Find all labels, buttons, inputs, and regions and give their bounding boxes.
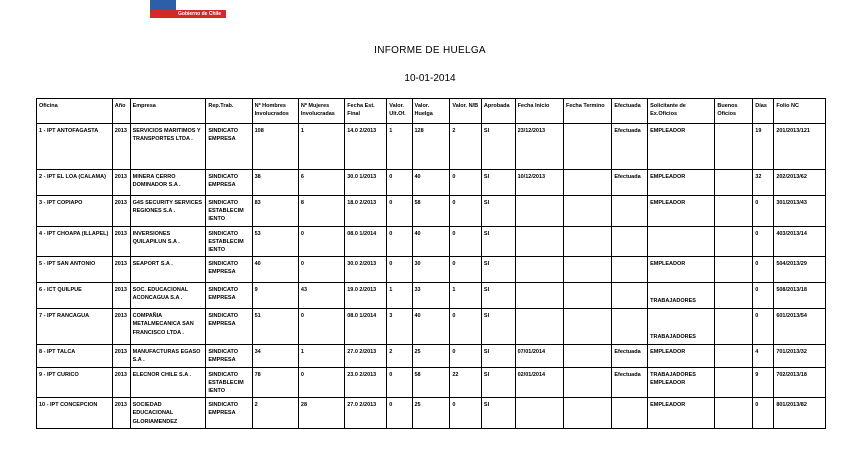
table-cell: 403/2013/14 — [774, 226, 826, 257]
column-header: Fecha Est. Final — [345, 99, 387, 124]
table-cell: 10 - IPT CONCEPCION — [37, 398, 113, 429]
table-cell: 2 - IPT EL LOA (CALAMA) — [37, 170, 113, 196]
table-cell: 0 — [450, 345, 482, 367]
table-cell: 25 — [412, 398, 450, 429]
column-header: Valor. N/B — [450, 99, 482, 124]
table-cell: 27.0 2/2013 — [345, 345, 387, 367]
table-cell: 14.0 2/2013 — [345, 124, 387, 170]
table-cell — [715, 226, 753, 257]
table-cell: SINDICATO EMPRESA — [206, 309, 252, 345]
table-cell: SINDICATO EMPRESA — [206, 170, 252, 196]
table-row — [37, 124, 826, 170]
table-row — [37, 196, 826, 227]
table-row — [37, 226, 826, 257]
table-cell: 8 — [298, 196, 344, 227]
table-row — [37, 257, 826, 283]
table-cell: 2013 — [112, 124, 130, 170]
table-cell: 78 — [252, 367, 298, 398]
table-cell: 0 — [387, 257, 412, 283]
table-cell: COMPAÑIA METALMECANICA SAN FRANCISCO LTDA . — [130, 309, 206, 345]
table-cell: 9 — [753, 367, 774, 398]
table-cell: 0 — [387, 398, 412, 429]
table-cell: SI — [481, 309, 515, 345]
table-cell: 25 — [412, 345, 450, 367]
table-cell — [715, 345, 753, 367]
table-cell: 2 — [252, 398, 298, 429]
table-cell: 2013 — [112, 398, 130, 429]
table-cell: 22 — [450, 367, 482, 398]
table-cell: 0 — [387, 226, 412, 257]
table-cell: 301/2013/43 — [774, 196, 826, 227]
column-header: Fecha Inicio — [515, 99, 563, 124]
table-cell: 6 — [298, 170, 344, 196]
table-cell: 02/01/2014 — [515, 367, 563, 398]
table-cell: SI — [481, 367, 515, 398]
table-cell: 6 - ICT QUILPUE — [37, 283, 113, 309]
table-cell: SOC. EDUCACIONAL ACONCAGUA S.A . — [130, 283, 206, 309]
table-cell — [715, 367, 753, 398]
table-cell: 0 — [753, 309, 774, 345]
table-cell: 2 — [387, 345, 412, 367]
table-cell — [612, 398, 648, 429]
table-cell — [563, 124, 611, 170]
table-cell — [715, 309, 753, 345]
table-cell: SINDICATO EMPRESA — [206, 283, 252, 309]
table-row — [37, 170, 826, 196]
column-header: Valor. Huelga — [412, 99, 450, 124]
report-date: 10-01-2014 — [404, 73, 456, 84]
table-cell: 27.0 2/2013 — [345, 398, 387, 429]
table-cell: 0 — [753, 196, 774, 227]
table-cell — [715, 283, 753, 309]
table-cell: 23.0 2/2013 — [345, 367, 387, 398]
table-cell: 8 - IPT TALCA — [37, 345, 113, 367]
table-cell: 18.0 2/2013 — [345, 196, 387, 227]
table-row — [37, 345, 826, 367]
table-row — [37, 398, 826, 429]
column-header: Valor. Ult.Of. — [387, 99, 412, 124]
table-cell: G4S SECURITY SERVICES REGIONES S.A . — [130, 196, 206, 227]
table-cell: TRABAJADORES — [648, 309, 715, 345]
table-cell: 202/2013/62 — [774, 170, 826, 196]
table-cell: 3 - IPT COPIAPO — [37, 196, 113, 227]
table-cell: 08.0 1/2014 — [345, 309, 387, 345]
table-cell: 0 — [753, 226, 774, 257]
table-cell: 32 — [753, 170, 774, 196]
table-cell: 0 — [450, 226, 482, 257]
column-header: Nº Hombres Involucrados — [252, 99, 298, 124]
table-cell: 1 — [298, 345, 344, 367]
table-cell: Efectuada — [612, 170, 648, 196]
table-cell: Efectuada — [612, 124, 648, 170]
column-header: Rep.Trab. — [206, 99, 252, 124]
table-cell: 10/12/2013 — [515, 170, 563, 196]
table-cell: 701/2013/32 — [774, 345, 826, 367]
table-cell: 702/2013/18 — [774, 367, 826, 398]
table-cell: ELECNOR CHILE S.A . — [130, 367, 206, 398]
table-cell — [648, 226, 715, 257]
table-cell — [612, 257, 648, 283]
table-cell: TRABAJADORES — [648, 283, 715, 309]
table-cell: 0 — [450, 196, 482, 227]
column-header: Aprobada — [481, 99, 515, 124]
column-header: Fecha Termino — [563, 99, 611, 124]
table-cell: TRABAJADORES EMPLEADOR — [648, 367, 715, 398]
table-cell: SINDICATO EMPRESA — [206, 124, 252, 170]
table-body — [37, 124, 826, 429]
table-cell — [715, 398, 753, 429]
table-cell: 2013 — [112, 257, 130, 283]
table-cell: SINDICATO EMPRESA — [206, 398, 252, 429]
column-header: Empresa — [130, 99, 206, 124]
table-cell: 4 — [753, 345, 774, 367]
table-cell: SOCIEDAD EDUCACIONAL GLORIAMENDEZ — [130, 398, 206, 429]
table-cell: EMPLEADOR — [648, 345, 715, 367]
table-cell: 1 — [387, 124, 412, 170]
table-cell: 9 — [252, 283, 298, 309]
table-cell: 2013 — [112, 283, 130, 309]
table-cell: 30.0 2/2013 — [345, 257, 387, 283]
table-cell: SINDICATO ESTABLECIM IENTO — [206, 196, 252, 227]
table-cell: 0 — [387, 367, 412, 398]
column-header: Año — [112, 99, 130, 124]
table-cell — [612, 226, 648, 257]
table-cell — [515, 257, 563, 283]
table-cell: 40 — [412, 309, 450, 345]
table-cell: SI — [481, 398, 515, 429]
table-cell: EMPLEADOR — [648, 257, 715, 283]
table-cell: 504/2013/29 — [774, 257, 826, 283]
table-cell: 601/2013/54 — [774, 309, 826, 345]
table-header-row — [37, 99, 826, 124]
table-cell: 1 - IPT ANTOFAGASTA — [37, 124, 113, 170]
table-cell: EMPLEADOR — [648, 170, 715, 196]
logo-caption: Gobierno de Chile — [178, 11, 222, 17]
table-cell: SI — [481, 283, 515, 309]
table-cell: 2013 — [112, 367, 130, 398]
table-cell: SINDICATO EMPRESA — [206, 345, 252, 367]
table-cell: 0 — [298, 309, 344, 345]
table-cell — [612, 283, 648, 309]
column-header: Días — [753, 99, 774, 124]
table-cell: 28 — [298, 398, 344, 429]
table-cell: 1 — [450, 283, 482, 309]
table-row — [37, 309, 826, 345]
table-cell: 3 — [387, 309, 412, 345]
table-cell — [715, 257, 753, 283]
logo-blue-block — [150, 0, 176, 10]
table-cell — [515, 226, 563, 257]
table-cell: 201/2013/121 — [774, 124, 826, 170]
table-cell: 1 — [387, 283, 412, 309]
table-cell: 2 — [450, 124, 482, 170]
table-cell: 0 — [450, 398, 482, 429]
table-cell: SEAPORT S.A . — [130, 257, 206, 283]
table-cell: 51 — [252, 309, 298, 345]
column-header: Efectuada — [612, 99, 648, 124]
table-cell: Efectuada — [612, 345, 648, 367]
table-cell: EMPLEADOR — [648, 196, 715, 227]
table-cell — [563, 283, 611, 309]
table-cell: MINERA CERRO DOMINADOR S.A . — [130, 170, 206, 196]
table-row — [37, 367, 826, 398]
table-cell — [715, 170, 753, 196]
table-cell: 0 — [387, 170, 412, 196]
table-cell: MANUFACTURAS EGASO S.A . — [130, 345, 206, 367]
column-header: Nº Mujeres Involucradas — [298, 99, 344, 124]
table-cell — [612, 196, 648, 227]
table-cell — [563, 367, 611, 398]
table-cell: 0 — [298, 257, 344, 283]
table-cell: 33 — [412, 283, 450, 309]
column-header: Folio NC — [774, 99, 826, 124]
table-row — [37, 283, 826, 309]
table-cell: Efectuada — [612, 367, 648, 398]
table-cell: 40 — [412, 170, 450, 196]
table-cell — [563, 226, 611, 257]
table-cell: 108 — [252, 124, 298, 170]
table-cell: 1 — [298, 124, 344, 170]
table-cell: 0 — [450, 170, 482, 196]
table-cell: SINDICATO EMPRESA — [206, 257, 252, 283]
table-cell: 19.0 2/2013 — [345, 283, 387, 309]
table-cell: 40 — [252, 257, 298, 283]
table-cell: SI — [481, 257, 515, 283]
column-header: Solicitante de Ex.Oficios — [648, 99, 715, 124]
report-title: INFORME DE HUELGA — [374, 45, 486, 56]
table-cell: 30.0 1/2013 — [345, 170, 387, 196]
government-logo — [150, 0, 226, 18]
table-cell: 0 — [753, 257, 774, 283]
table-cell: 19 — [753, 124, 774, 170]
table-cell: SI — [481, 170, 515, 196]
table-cell: 128 — [412, 124, 450, 170]
table-cell: 58 — [412, 196, 450, 227]
table-cell: SERVICIOS MARITIMOS Y TRANSPORTES LTDA . — [130, 124, 206, 170]
table-cell: INVERSIONES QUILAPILUN S.A . — [130, 226, 206, 257]
column-header: Buenos Oficios — [715, 99, 753, 124]
table-cell: 2013 — [112, 170, 130, 196]
table-cell — [715, 196, 753, 227]
table-cell: 508/2013/18 — [774, 283, 826, 309]
table-cell: 34 — [252, 345, 298, 367]
table-cell: 07/01/2014 — [515, 345, 563, 367]
table-cell: SI — [481, 124, 515, 170]
table-cell — [563, 345, 611, 367]
table-cell: 2013 — [112, 309, 130, 345]
table-cell: EMPLEADOR — [648, 124, 715, 170]
table-cell: 53 — [252, 226, 298, 257]
table-cell — [563, 309, 611, 345]
table-cell: 0 — [298, 226, 344, 257]
table-cell — [563, 398, 611, 429]
table-cell: 83 — [252, 196, 298, 227]
table-cell — [563, 170, 611, 196]
strike-report-table — [36, 98, 826, 429]
table-cell — [515, 398, 563, 429]
table-cell: 23/12/2013 — [515, 124, 563, 170]
table-cell — [715, 124, 753, 170]
table-cell: 40 — [412, 226, 450, 257]
table-cell: SI — [481, 345, 515, 367]
table-cell: 0 — [387, 196, 412, 227]
table-cell: 0 — [753, 283, 774, 309]
table-cell: SINDICATO ESTABLECIM IENTO — [206, 367, 252, 398]
table-cell: 801/2013/82 — [774, 398, 826, 429]
table-cell: 4 - IPT CHOAPA (ILLAPEL) — [37, 226, 113, 257]
table-cell: 5 - IPT SAN ANTONIO — [37, 257, 113, 283]
table-cell: 2013 — [112, 226, 130, 257]
table-cell — [563, 257, 611, 283]
table-cell: 0 — [450, 257, 482, 283]
table-cell: 0 — [753, 398, 774, 429]
table-cell: 58 — [412, 367, 450, 398]
table-cell: 08.0 1/2014 — [345, 226, 387, 257]
table-cell: 43 — [298, 283, 344, 309]
table-cell: SINDICATO ESTABLECIM IENTO — [206, 226, 252, 257]
table-cell — [515, 283, 563, 309]
column-header: Oficina — [37, 99, 113, 124]
table-cell: EMPLEADOR — [648, 398, 715, 429]
table-cell: 0 — [298, 367, 344, 398]
table-cell: SI — [481, 226, 515, 257]
table-cell: SI — [481, 196, 515, 227]
table-cell: 9 - IPT CURICO — [37, 367, 113, 398]
table-cell — [563, 196, 611, 227]
table-cell: 0 — [450, 309, 482, 345]
table-cell — [515, 309, 563, 345]
table-cell: 7 - IPT RANCAGUA — [37, 309, 113, 345]
table-cell: 30 — [412, 257, 450, 283]
table-cell: 38 — [252, 170, 298, 196]
table-cell: 2013 — [112, 345, 130, 367]
table-cell — [612, 309, 648, 345]
table-cell: 2013 — [112, 196, 130, 227]
table-cell — [515, 196, 563, 227]
